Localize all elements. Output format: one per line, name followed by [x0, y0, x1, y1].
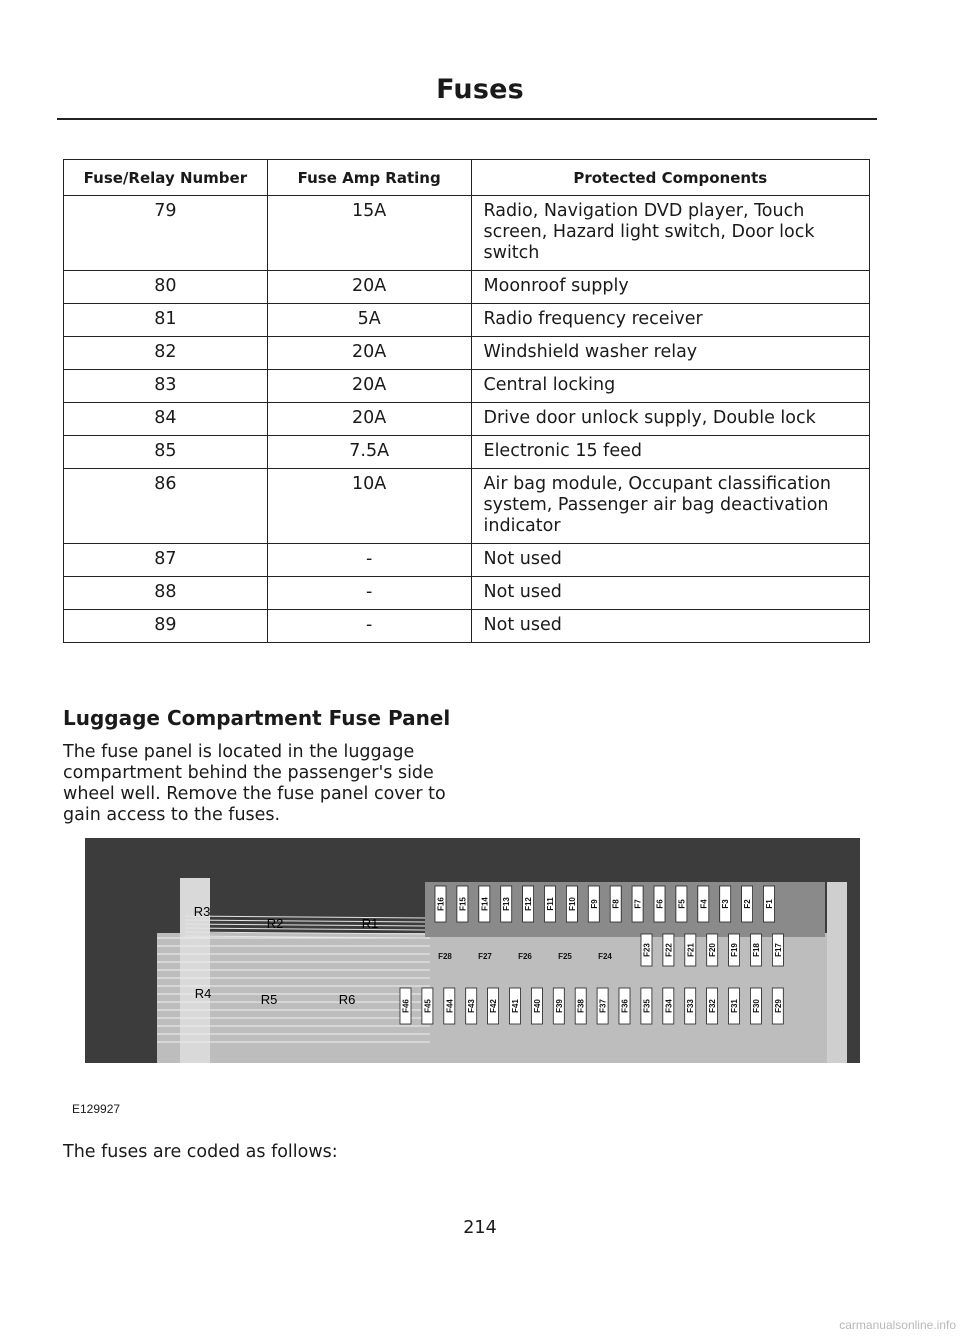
amp-rating-cell: 15A: [267, 196, 471, 271]
table-row: [64, 436, 870, 469]
relay-label-r2: R2: [266, 916, 284, 931]
relay-label-r4: R4: [194, 986, 212, 1001]
housing-line: [185, 928, 425, 930]
column-header-protected-components: Protected Components: [471, 160, 869, 196]
fuse-label-f7: F7: [633, 899, 643, 909]
fuse-label-f46: F46: [401, 999, 411, 1013]
fuse-label-f36: F36: [620, 999, 630, 1013]
protected-components-cell: Air bag module, Occupant classification system, Passenger air bag deactivation indicator: [471, 469, 869, 544]
fuse-table: [63, 159, 870, 643]
fuse-number-cell: 84: [64, 403, 268, 436]
fuse-label-f16: F16: [436, 897, 446, 911]
fuse-label-f24: F24: [598, 952, 612, 961]
panel-edge-right: [827, 882, 847, 1063]
fuse-panel-diagram: [85, 838, 860, 1063]
table-row: [64, 196, 870, 271]
fuse-label-f18: F18: [752, 943, 761, 957]
amp-rating-cell: 20A: [267, 403, 471, 436]
housing-line: [185, 924, 425, 926]
fuse-label-f20: F20: [708, 943, 718, 957]
fuse-label-f35: F35: [642, 999, 652, 1013]
protected-components-cell: Windshield washer relay: [471, 337, 869, 370]
fuse-label-f25: F25: [558, 952, 572, 961]
fuse-label-f6: F6: [655, 899, 665, 909]
fuse-label-f19: F19: [730, 943, 740, 957]
fuse-label-f39: F39: [554, 999, 564, 1013]
protected-components-cell: Electronic 15 feed: [471, 436, 869, 469]
table-row: [64, 271, 870, 304]
fuse-number-cell: 87: [64, 544, 268, 577]
fuse-panel-illustration: [85, 838, 860, 1063]
fuse-number-cell: 83: [64, 370, 268, 403]
table-header-row: [64, 160, 870, 196]
fuse-label-f26: F26: [518, 952, 532, 961]
fuse-label-f37: F37: [598, 999, 608, 1013]
fuse-label-f38: F38: [576, 999, 586, 1013]
fuse-label-f28: F28: [438, 952, 452, 961]
fuse-number-cell: 89: [64, 610, 268, 643]
fuse-label-f23: F23: [642, 943, 652, 957]
amp-rating-cell: -: [267, 577, 471, 610]
fuse-label-f31: F31: [730, 999, 739, 1013]
amp-rating-cell: -: [267, 544, 471, 577]
fuse-label-f11: F11: [546, 897, 555, 911]
protected-components-cell: Not used: [471, 577, 869, 610]
amp-rating-cell: 20A: [267, 271, 471, 304]
page-header: Fuses: [436, 74, 524, 105]
fuse-label-f21: F21: [686, 943, 696, 957]
fuse-label-f42: F42: [489, 999, 499, 1013]
table-body: [64, 196, 870, 643]
table-row: [64, 610, 870, 643]
housing-line: [185, 916, 425, 918]
fuse-number-cell: 85: [64, 436, 268, 469]
fuse-label-f4: F4: [699, 899, 709, 909]
table-row: [64, 337, 870, 370]
fuse-label-f9: F9: [589, 899, 599, 909]
amp-rating-cell: 20A: [267, 370, 471, 403]
table-row: [64, 304, 870, 337]
fuse-number-cell: 86: [64, 469, 268, 544]
protected-components-cell: Central locking: [471, 370, 869, 403]
fuse-label-f34: F34: [664, 999, 674, 1013]
fuse-label-f30: F30: [751, 999, 761, 1013]
fuse-number-cell: 81: [64, 304, 268, 337]
fuse-label-f32: F32: [708, 999, 718, 1013]
fuse-label-f41: F41: [511, 999, 520, 1013]
protected-components-cell: Not used: [471, 610, 869, 643]
watermark: carmanualsonline.info: [839, 1318, 956, 1332]
fuse-number-cell: 79: [64, 196, 268, 271]
relay-label-r3: R3: [193, 904, 211, 919]
fuse-label-f43: F43: [467, 999, 477, 1013]
fuse-label-f14: F14: [480, 897, 490, 911]
fuse-number-cell: 82: [64, 337, 268, 370]
fuse-label-f3: F3: [721, 899, 731, 909]
section-title: Luggage Compartment Fuse Panel: [63, 706, 451, 730]
fuse-label-f12: F12: [524, 897, 534, 911]
amp-rating-cell: -: [267, 610, 471, 643]
fuse-label-f10: F10: [567, 897, 577, 911]
fuse-label-f1: F1: [765, 899, 774, 909]
protected-components-cell: Not used: [471, 544, 869, 577]
fuse-label-f27: F27: [478, 952, 492, 961]
protected-components-cell: Drive door unlock supply, Double lock: [471, 403, 869, 436]
relay-label-r1: R1: [361, 916, 379, 931]
fuse-label-f15: F15: [458, 897, 468, 911]
page-number: 214: [463, 1218, 497, 1238]
coded-text: The fuses are coded as follows:: [63, 1142, 338, 1162]
protected-components-cell: Moonroof supply: [471, 271, 869, 304]
housing-line: [185, 920, 425, 922]
header-divider: [57, 118, 877, 120]
table-row: [64, 544, 870, 577]
fuse-label-f5: F5: [677, 899, 687, 909]
amp-rating-cell: 5A: [267, 304, 471, 337]
amp-rating-cell: 20A: [267, 337, 471, 370]
fuse-label-f44: F44: [445, 999, 455, 1013]
fuse-label-f17: F17: [773, 943, 783, 957]
table-row: [64, 469, 870, 544]
image-code: E129927: [72, 1102, 121, 1116]
table-row: [64, 370, 870, 403]
amp-rating-cell: 7.5A: [267, 436, 471, 469]
fuse-label-f8: F8: [611, 899, 621, 909]
amp-rating-cell: 10A: [267, 469, 471, 544]
fuse-number-cell: 80: [64, 271, 268, 304]
fuse-label-f33: F33: [686, 999, 696, 1013]
intro-paragraph: The fuse panel is located in the luggage compartment behind the passenger's side wheel well. Remove the fuse panel cover to gain access to the fuses.: [63, 742, 446, 825]
fuse-label-f22: F22: [664, 943, 674, 957]
fuse-label-f2: F2: [743, 899, 753, 909]
table-row: [64, 403, 870, 436]
relay-label-r6: R6: [338, 992, 356, 1007]
protected-components-cell: Radio frequency receiver: [471, 304, 869, 337]
protected-components-cell: Radio, Navigation DVD player, Touch screen, Hazard light switch, Door lock switch: [471, 196, 869, 271]
fuse-label-f29: F29: [773, 999, 783, 1013]
fuse-number-cell: 88: [64, 577, 268, 610]
relay-label-r5: R5: [260, 992, 278, 1007]
table-row: [64, 577, 870, 610]
column-header-fuse-number: Fuse/Relay Number: [64, 160, 268, 196]
fuse-label-f45: F45: [423, 999, 433, 1013]
fuse-label-f40: F40: [532, 999, 542, 1013]
column-header-amp-rating: Fuse Amp Rating: [267, 160, 471, 196]
fuse-label-f13: F13: [502, 897, 512, 911]
